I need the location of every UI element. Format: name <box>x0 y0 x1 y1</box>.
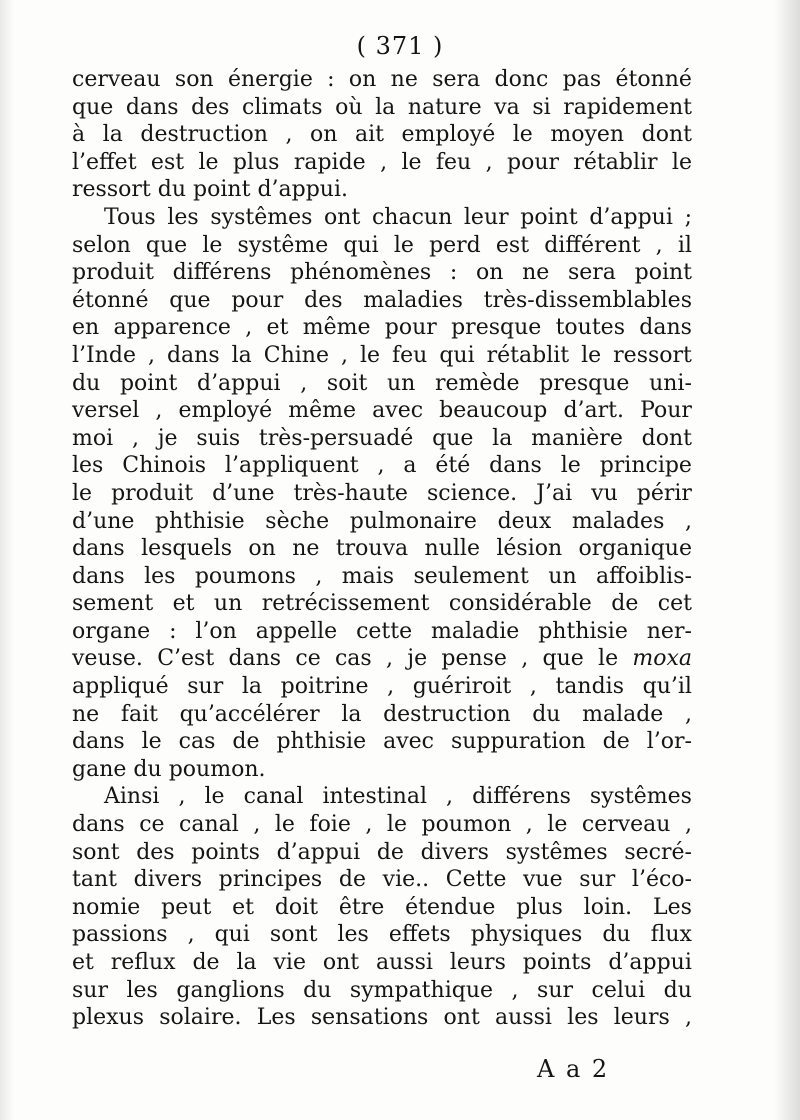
text-line: dans les poumons , mais seulement un affoiblis- <box>72 563 692 589</box>
text-line: versel , employé même avec beaucoup d’art. Pour <box>72 398 692 424</box>
page-edge-shadow <box>774 0 800 1120</box>
page-number: ( 371 ) <box>356 32 444 60</box>
text-line: passions , qui sont les effets physiques du flux <box>72 922 692 948</box>
text-line: l’effet est le plus rapide , le feu , pour rétablir le <box>72 149 692 175</box>
text-line: sont des points d’appui de divers systêmes secré- <box>72 839 692 865</box>
text-line: moi , je suis très-persuadé que la manière dont <box>72 425 692 451</box>
text-line: selon que le systême qui le perd est différent , il <box>72 232 692 258</box>
text-line: tant divers principes de vie.. Cette vue sur l’éco- <box>72 867 692 893</box>
text-line: dans le cas de phthisie avec suppuration de l’or- <box>72 729 692 755</box>
text-line: Ainsi , le canal intestinal , différens systêmes <box>104 784 692 810</box>
text-line: étonné que pour des maladies très-dissemblables <box>72 287 692 313</box>
text-line: que dans des climats où la nature va si rapidement <box>72 94 692 120</box>
text-line: le produit d’une très-haute science. J’ai vu périr <box>72 480 692 506</box>
text-line: ne fait qu’accélérer la destruction du malade , <box>72 701 692 727</box>
text-line: les Chinois l’appliquent , a été dans le principe <box>72 453 692 479</box>
text-line: dans ce canal , le foie , le poumon , le cerveau , <box>72 812 692 838</box>
text-line: gane du poumon. <box>72 756 266 782</box>
text-line: sur les ganglions du sympathique , sur celui du <box>72 977 692 1003</box>
text-line: Tous les systêmes ont chacun leur point d’appui ; <box>104 204 692 230</box>
printer-signature-mark: A a 2 <box>537 1055 610 1083</box>
body-text <box>72 66 692 1032</box>
text-line: organe : l’on appelle cette maladie phthisie ner- <box>72 618 692 644</box>
text-line: en apparence , et même pour presque toutes dans <box>72 315 692 341</box>
text-line: sement et un retrécissement considérable de cet <box>72 591 692 617</box>
page-gutter-shadow <box>0 0 14 1120</box>
text-line: d’une phthisie sèche pulmonaire deux malades , <box>72 508 692 534</box>
text-line: appliqué sur la poitrine , guériroit , tandis qu’il <box>72 674 692 700</box>
text-line: l’Inde , dans la Chine , le feu qui rétablit le ressort <box>72 342 692 368</box>
text-line: dans lesquels on ne trouva nulle lésion organique <box>72 536 692 562</box>
text-line: plexus solaire. Les sensations ont aussi les leurs , <box>72 1005 692 1031</box>
text-line: à la destruction , on ait employé le moyen dont <box>72 122 692 148</box>
text-line: et reflux de la vie ont aussi leurs points d’appui <box>72 950 692 975</box>
text-line: cerveau son énergie : on ne sera donc pas étonné <box>72 67 692 92</box>
text-line: nomie peut et doit être étendue plus loin. Les <box>72 894 692 920</box>
text-line: veuse. C’est dans ce cas , je pense , que le moxa <box>72 646 692 672</box>
text-line: du point d’appui , soit un remède presque uni- <box>72 370 692 396</box>
text-line: ressort du point d’appui. <box>72 177 349 203</box>
text-line: produit différens phénomènes : on ne sera point <box>72 260 692 286</box>
